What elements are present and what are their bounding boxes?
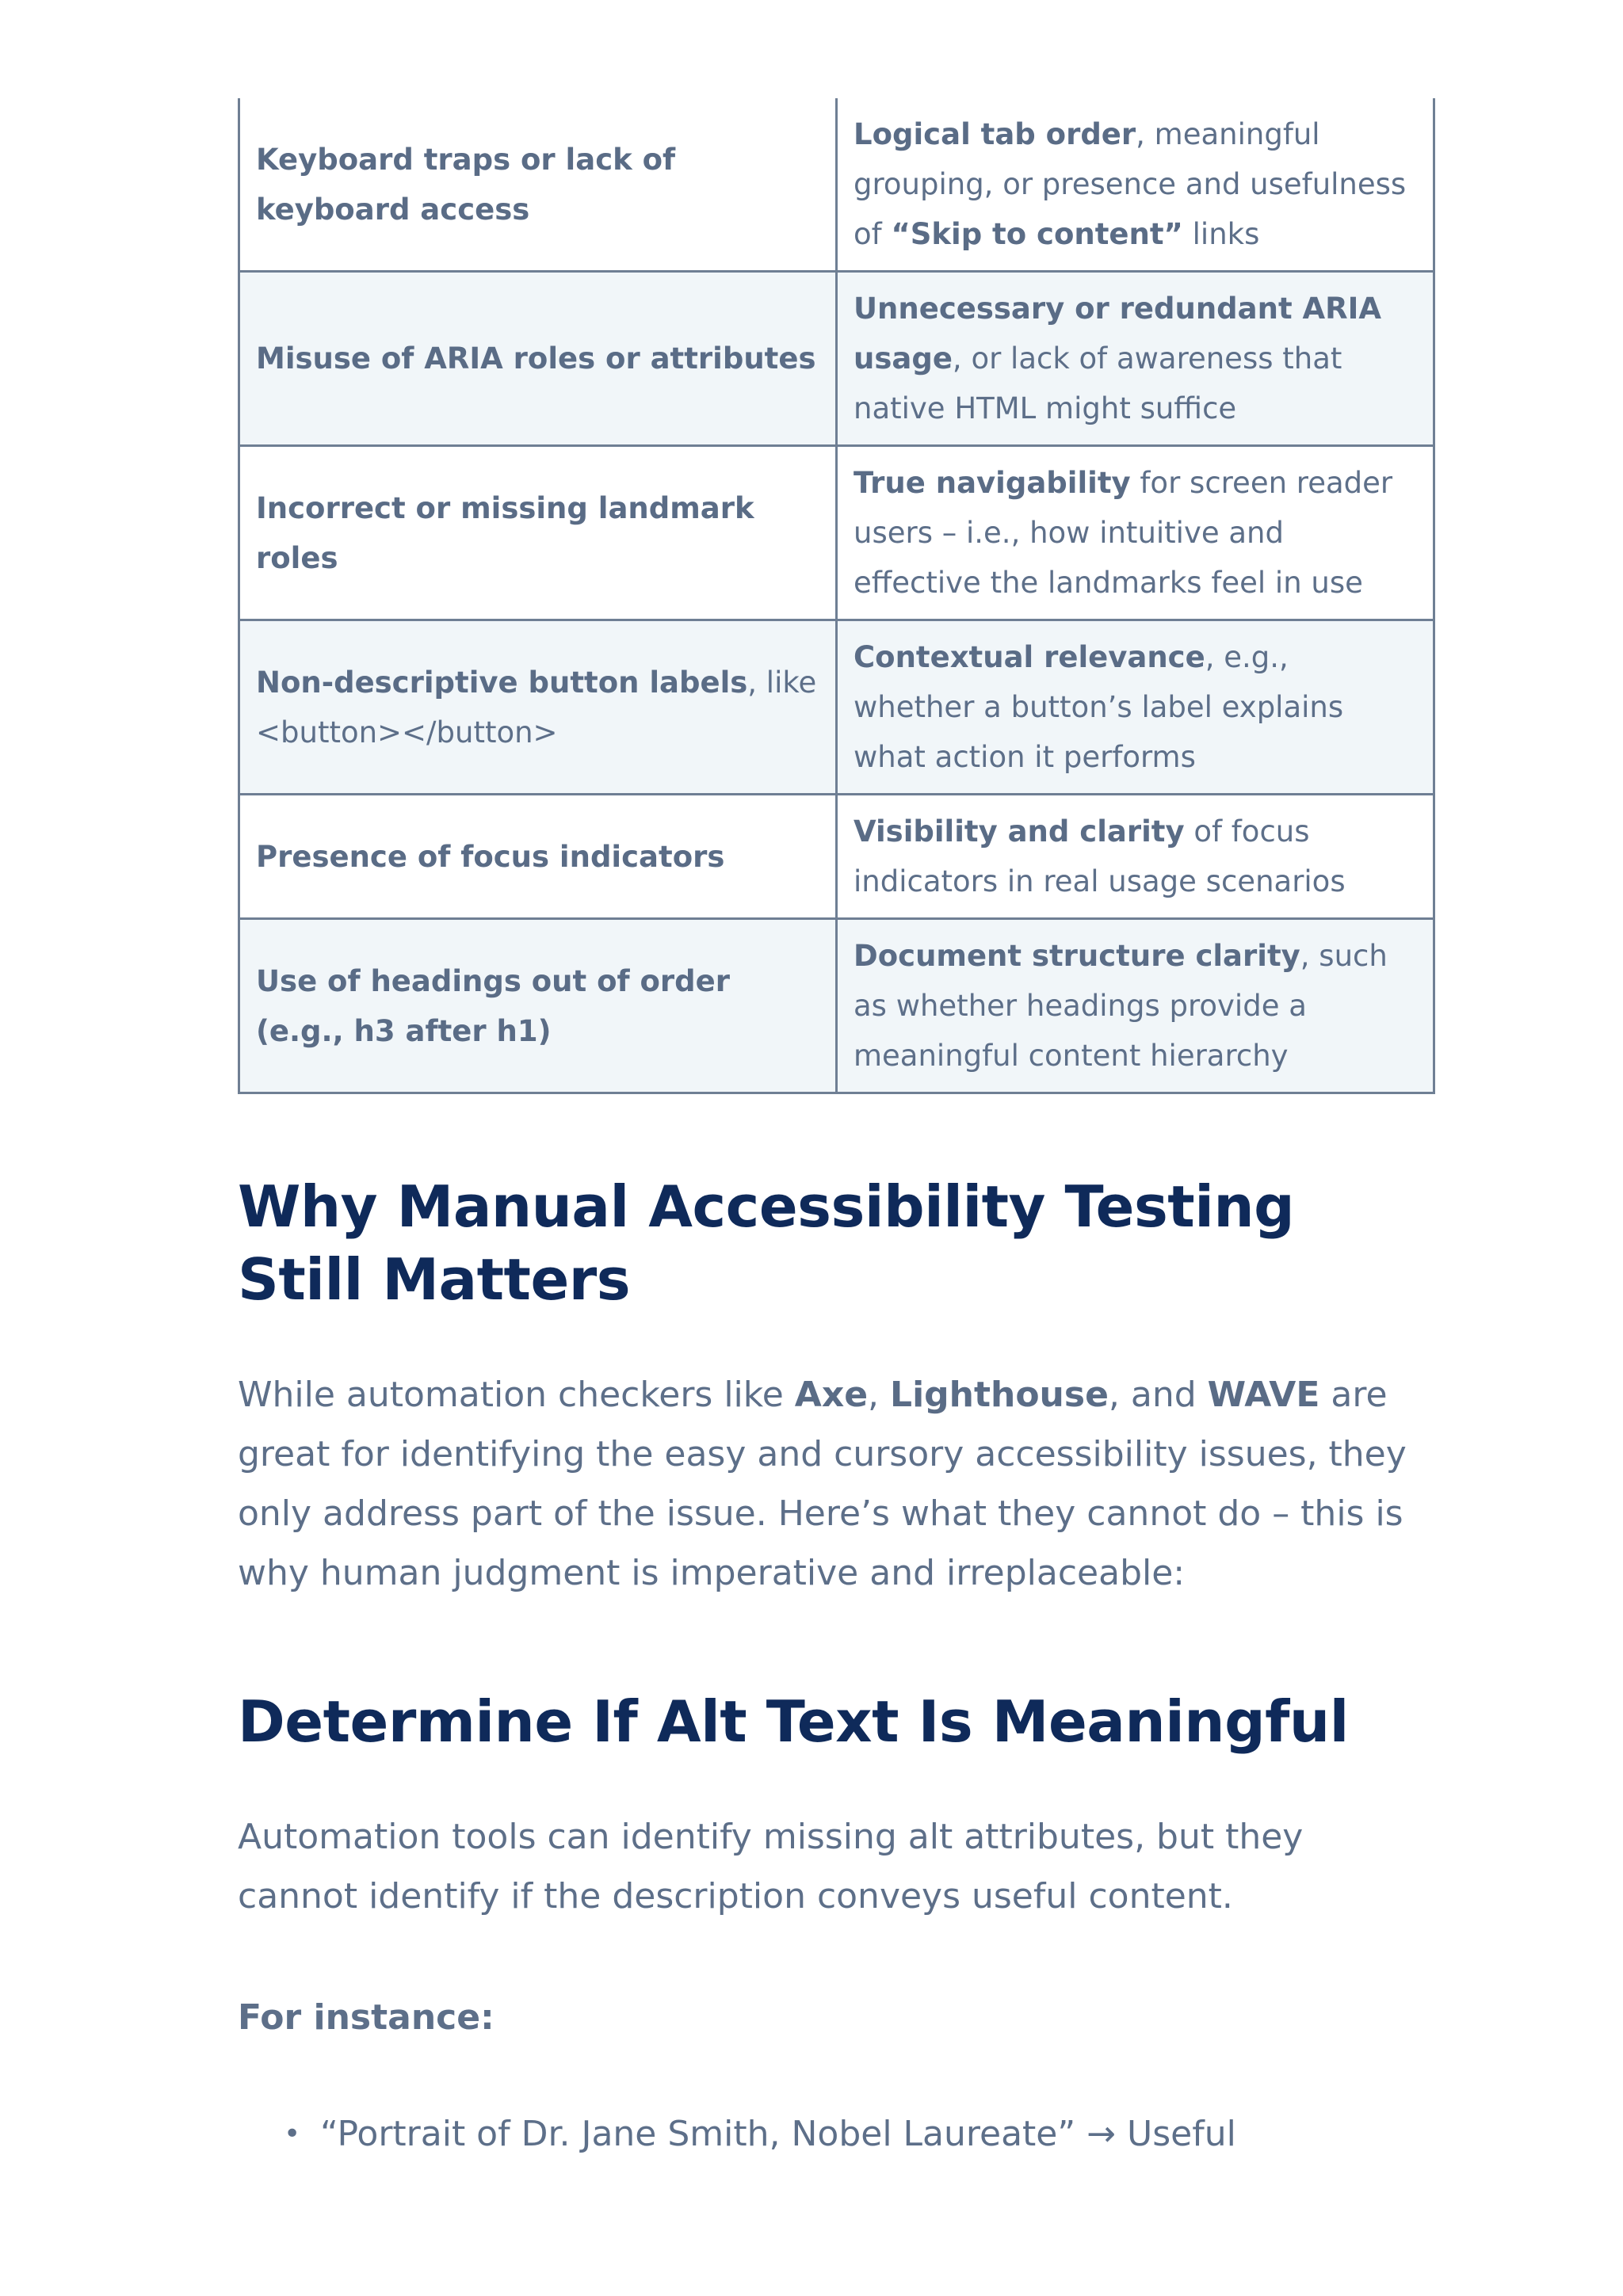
text-run: for screen reader users – i.e., how intuitive and effective the landmarks feel in use [854, 466, 1393, 600]
section-heading-why-manual-testing: Why Manual Accessibility Testing Still Matters [238, 1173, 1295, 1313]
bold-text-run: Non-descriptive button labels [256, 665, 748, 700]
table-cell-automated-check [239, 272, 837, 446]
for-instance-label: For instance: [238, 1997, 495, 2038]
text-run: , or lack of awareness that native HTML might suffice [854, 341, 1342, 425]
bold-text-run: Misuse of ARIA roles or attributes [256, 341, 816, 376]
table-row [239, 620, 1434, 795]
table-cell-automated-check [239, 620, 837, 795]
bold-text-run: Contextual relevance [854, 640, 1205, 674]
list-item-text: “Portrait of Dr. Jane Smith, Nobel Laureate” → Useful [320, 2114, 1236, 2154]
text-run: links [1182, 217, 1260, 251]
text-run: are great for identifying the easy and cursory accessibility issues, they only address part of the issue. Here’s what they cannot do – this is why human judgment is imperative and irreplaceable: [238, 1375, 1407, 1593]
section-heading-alt-text: Determine If Alt Text Is Meaningful [238, 1688, 1349, 1755]
text-run: , and [1108, 1375, 1208, 1415]
examples-list [238, 2104, 1433, 2164]
table-cell-manual-review [837, 446, 1434, 620]
why-manual-testing-paragraph [238, 1365, 1433, 1603]
bold-text-run: Unnecessary or redundant ARIA usage [854, 292, 1382, 376]
text-run: of focus indicators in real usage scenarios [854, 814, 1346, 898]
bold-text-run: Use of headings out of order (e.g., h3 after h1) [256, 963, 730, 1048]
table-row [239, 272, 1434, 446]
table-cell-manual-review [837, 620, 1434, 795]
table-cell-automated-check [239, 98, 837, 272]
table-cell-automated-check [239, 919, 837, 1093]
table-row [239, 446, 1434, 620]
bold-text-run: Keyboard traps or lack of keyboard access [256, 142, 676, 227]
table-row [239, 98, 1434, 272]
text-run: , e.g., whether a button’s label explains what action it performs [854, 640, 1344, 774]
bold-text-run: Incorrect or missing landmark roles [256, 490, 754, 575]
bold-text-run: Logical tab order [854, 117, 1136, 151]
table-cell-manual-review [837, 919, 1434, 1093]
text-run: , such as whether headings provide a meaningful content hierarchy [854, 939, 1388, 1073]
bold-text-run: WAVE [1207, 1375, 1320, 1415]
bold-text-run: True navigability [854, 466, 1131, 500]
bold-text-run: Visibility and clarity [854, 814, 1185, 849]
text-run: , like <button></button> [256, 665, 817, 749]
table-cell-manual-review [837, 272, 1434, 446]
bold-text-run: Lighthouse [890, 1375, 1109, 1415]
bold-text-run: Document structure clarity [854, 939, 1300, 973]
article-content [238, 0, 1433, 2164]
table-row [239, 795, 1434, 919]
table-cell-manual-review [837, 795, 1434, 919]
bold-text-run: Presence of focus indicators [256, 839, 725, 874]
text-run: While automation checkers like [238, 1375, 795, 1415]
bold-text-run: Axe [794, 1375, 869, 1415]
bold-text-run: “Skip to content” [891, 217, 1183, 251]
comparison-table-body [239, 98, 1434, 1093]
text-run: , meaningful grouping, or presence and usefulness of [854, 117, 1407, 251]
table-cell-manual-review [837, 98, 1434, 272]
table-row [239, 919, 1434, 1093]
table-cell-automated-check [239, 446, 837, 620]
table-cell-automated-check [239, 795, 837, 919]
comparison-table [238, 98, 1435, 1094]
alt-text-paragraph: Automation tools can identify missing alt attributes, but they cannot identify if the description conveys useful content. [238, 1817, 1304, 1917]
bullet-dot-icon: • [284, 2118, 301, 2150]
list-item [284, 2104, 1433, 2164]
text-run: , [868, 1375, 891, 1415]
